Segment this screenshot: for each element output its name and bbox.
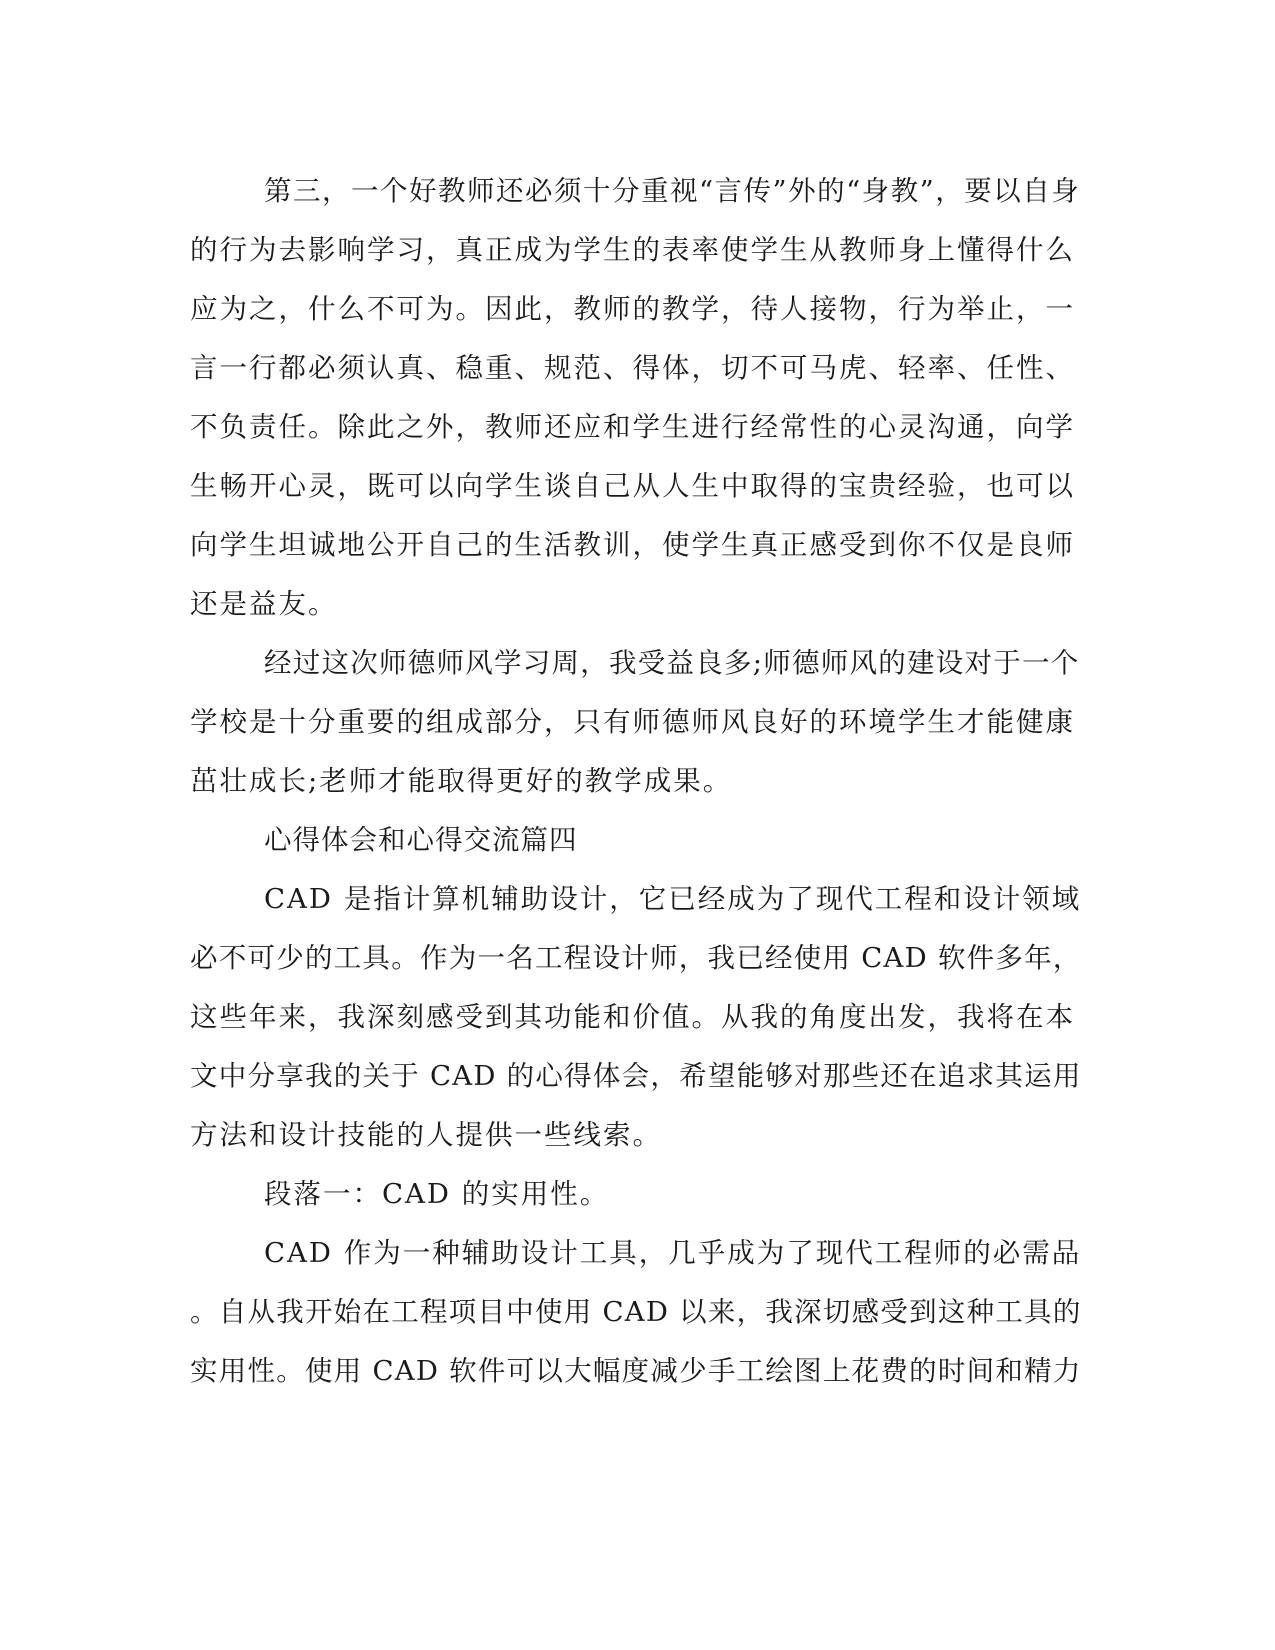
- text-line-16: 文中分享我的关于 CAD 的心得体会，希望能够对那些还在追求其运用: [190, 1060, 1082, 1092]
- text-line-5: 不负责任。除此之外，教师还应和学生进行经常性的心灵沟通，向学: [190, 411, 1075, 443]
- text-line-21: 实用性。使用 CAD 软件可以大幅度减少手工绘图上花费的时间和精力: [190, 1355, 1082, 1387]
- text-line-11: 茁壮成长;老师才能取得更好的教学成果。: [190, 765, 733, 797]
- text-line-1: 第三，一个好教师还必须十分重视“言传”外的“身教”，要以自身: [264, 175, 1081, 207]
- text-line-15: 这些年来，我深刻感受到其功能和价值。从我的角度出发，我将在本: [190, 1001, 1075, 1033]
- text-line-14: 必不可少的工具。作为一名工程设计师，我已经使用 CAD 软件多年，: [190, 942, 1082, 974]
- text-line-6: 生畅开心灵，既可以向学生谈自己从人生中取得的宝贵经验，也可以: [190, 470, 1075, 502]
- paragraph-heading: 段落一：CAD 的实用性。: [264, 1178, 610, 1210]
- section-heading: 心得体会和心得交流篇四: [264, 824, 578, 856]
- text-line-8: 还是益友。: [190, 588, 338, 620]
- text-line-13: CAD 是指计算机辅助设计，它已经成为了现代工程和设计领域: [264, 883, 1082, 915]
- text-line-19: CAD 作为一种辅助设计工具，几乎成为了现代工程师的必需品: [264, 1237, 1082, 1269]
- text-line-3: 应为之，什么不可为。因此，教师的教学，待人接物，行为举止，一: [190, 293, 1075, 325]
- text-line-2: 的行为去影响学习，真正成为学生的表率使学生从教师身上懂得什么: [190, 234, 1075, 266]
- text-line-9: 经过这次师德师风学习周，我受益良多;师德师风的建设对于一个: [264, 647, 1080, 679]
- text-line-20: 。自从我开始在工程项目中使用 CAD 以来，我深切感受到这种工具的: [190, 1296, 1082, 1328]
- text-line-17: 方法和设计技能的人提供一些线索。: [190, 1119, 662, 1151]
- text-line-4: 言一行都必须认真、稳重、规范、得体，切不可马虎、轻率、任性、: [190, 352, 1075, 384]
- text-line-10: 学校是十分重要的组成部分，只有师德师风良好的环境学生才能健康: [190, 706, 1075, 738]
- text-line-7: 向学生坦诚地公开自己的生活教训，使学生真正感受到你不仅是良师: [190, 529, 1075, 561]
